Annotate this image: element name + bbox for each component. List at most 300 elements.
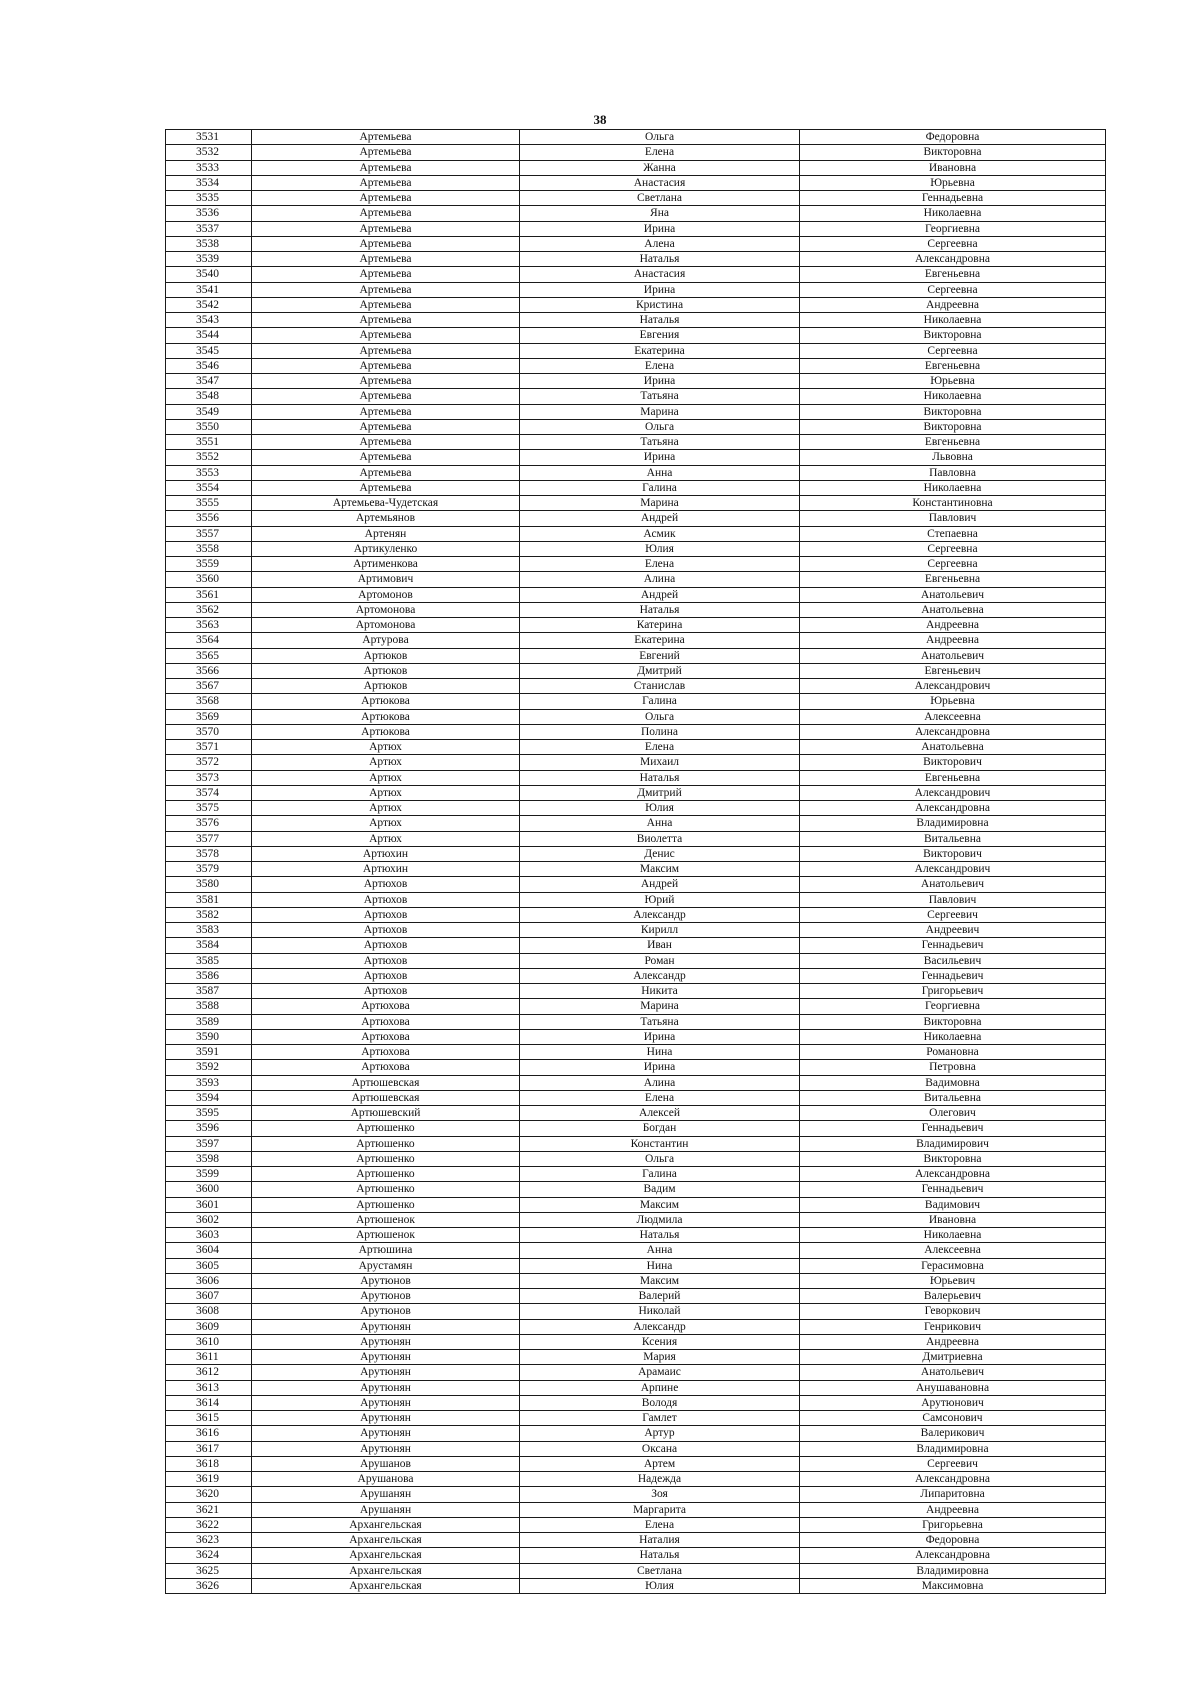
table-row	[166, 526, 1106, 541]
table-row	[166, 1121, 1106, 1136]
surname-cell: Артемьева	[252, 297, 520, 312]
row-number-cell: 3613	[166, 1380, 252, 1395]
given-name-cell: Никита	[520, 984, 800, 999]
row-number-cell: 3575	[166, 801, 252, 816]
surname-cell: Артенян	[252, 526, 520, 541]
table-row	[166, 267, 1106, 282]
table-row	[166, 877, 1106, 892]
table-row	[166, 1395, 1106, 1410]
surname-cell: Артюхов	[252, 938, 520, 953]
row-number-cell: 3568	[166, 694, 252, 709]
surname-cell: Архангельская	[252, 1548, 520, 1563]
row-number-cell: 3611	[166, 1350, 252, 1365]
patronymic-cell: Сергеевна	[800, 282, 1106, 297]
surname-cell: Артюхова	[252, 1014, 520, 1029]
surname-cell: Артюхов	[252, 923, 520, 938]
row-number-cell: 3571	[166, 740, 252, 755]
patronymic-cell: Вадимовна	[800, 1075, 1106, 1090]
given-name-cell: Ирина	[520, 1060, 800, 1075]
surname-cell: Арутюнян	[252, 1411, 520, 1426]
patronymic-cell: Герасимовна	[800, 1258, 1106, 1273]
surname-cell: Арутюнян	[252, 1350, 520, 1365]
given-name-cell: Елена	[520, 145, 800, 160]
surname-cell: Артемьева	[252, 267, 520, 282]
table-row	[166, 1426, 1106, 1441]
table-row	[166, 1365, 1106, 1380]
given-name-cell: Людмила	[520, 1212, 800, 1227]
patronymic-cell: Евгеньевна	[800, 435, 1106, 450]
table-row	[166, 1197, 1106, 1212]
table-row	[166, 968, 1106, 983]
row-number-cell: 3606	[166, 1273, 252, 1288]
surname-cell: Арутюнян	[252, 1441, 520, 1456]
given-name-cell: Алексей	[520, 1106, 800, 1121]
given-name-cell: Елена	[520, 557, 800, 572]
table-row	[166, 1151, 1106, 1166]
table-row	[166, 1411, 1106, 1426]
row-number-cell: 3603	[166, 1228, 252, 1243]
patronymic-cell: Юрьевна	[800, 175, 1106, 190]
surname-cell: Артемьева	[252, 328, 520, 343]
given-name-cell: Володя	[520, 1395, 800, 1410]
surname-cell: Арушанов	[252, 1456, 520, 1471]
patronymic-cell: Александровна	[800, 1167, 1106, 1182]
table-row	[166, 206, 1106, 221]
patronymic-cell: Александровна	[800, 252, 1106, 267]
row-number-cell: 3549	[166, 404, 252, 419]
surname-cell: Артюхин	[252, 862, 520, 877]
given-name-cell: Гамлет	[520, 1411, 800, 1426]
given-name-cell: Анна	[520, 816, 800, 831]
row-number-cell: 3612	[166, 1365, 252, 1380]
row-number-cell: 3591	[166, 1045, 252, 1060]
table-row	[166, 358, 1106, 373]
table-row	[166, 1350, 1106, 1365]
patronymic-cell: Николаевна	[800, 313, 1106, 328]
patronymic-cell: Евгеньевна	[800, 267, 1106, 282]
row-number-cell: 3569	[166, 709, 252, 724]
surname-cell: Архангельская	[252, 1578, 520, 1593]
table-row	[166, 252, 1106, 267]
row-number-cell: 3540	[166, 267, 252, 282]
roster-body	[166, 130, 1106, 1594]
table-row	[166, 587, 1106, 602]
surname-cell: Артюх	[252, 785, 520, 800]
surname-cell: Артюхова	[252, 1060, 520, 1075]
patronymic-cell: Евгеньевна	[800, 572, 1106, 587]
row-number-cell: 3616	[166, 1426, 252, 1441]
surname-cell: Арутюнян	[252, 1426, 520, 1441]
patronymic-cell: Арутюнович	[800, 1395, 1106, 1410]
given-name-cell: Оксана	[520, 1441, 800, 1456]
patronymic-cell: Андреевна	[800, 618, 1106, 633]
table-row	[166, 785, 1106, 800]
table-row	[166, 1075, 1106, 1090]
patronymic-cell: Павлович	[800, 511, 1106, 526]
given-name-cell: Максим	[520, 1273, 800, 1288]
given-name-cell: Наталья	[520, 602, 800, 617]
given-name-cell: Марина	[520, 496, 800, 511]
row-number-cell: 3559	[166, 557, 252, 572]
table-row	[166, 343, 1106, 358]
given-name-cell: Галина	[520, 694, 800, 709]
row-number-cell: 3564	[166, 633, 252, 648]
patronymic-cell: Геннадьевич	[800, 968, 1106, 983]
given-name-cell: Ирина	[520, 450, 800, 465]
table-row	[166, 679, 1106, 694]
patronymic-cell: Анатольевна	[800, 740, 1106, 755]
row-number-cell: 3545	[166, 343, 252, 358]
patronymic-cell: Валерьевич	[800, 1289, 1106, 1304]
patronymic-cell: Львовна	[800, 450, 1106, 465]
surname-cell: Артемьева	[252, 313, 520, 328]
patronymic-cell: Олегович	[800, 1106, 1106, 1121]
given-name-cell: Елена	[520, 358, 800, 373]
given-name-cell: Катерина	[520, 618, 800, 633]
row-number-cell: 3620	[166, 1487, 252, 1502]
table-row	[166, 694, 1106, 709]
given-name-cell: Ксения	[520, 1334, 800, 1349]
row-number-cell: 3543	[166, 313, 252, 328]
given-name-cell: Михаил	[520, 755, 800, 770]
surname-cell: Артемьева	[252, 252, 520, 267]
given-name-cell: Зоя	[520, 1487, 800, 1502]
given-name-cell: Роман	[520, 953, 800, 968]
row-number-cell: 3586	[166, 968, 252, 983]
row-number-cell: 3556	[166, 511, 252, 526]
given-name-cell: Татьяна	[520, 1014, 800, 1029]
row-number-cell: 3539	[166, 252, 252, 267]
surname-cell: Артюшенко	[252, 1167, 520, 1182]
surname-cell: Артимович	[252, 572, 520, 587]
patronymic-cell: Александрович	[800, 679, 1106, 694]
patronymic-cell: Викторовна	[800, 1151, 1106, 1166]
patronymic-cell: Юрьевич	[800, 1273, 1106, 1288]
row-number-cell: 3550	[166, 419, 252, 434]
table-row	[166, 175, 1106, 190]
surname-cell: Артемьева	[252, 221, 520, 236]
given-name-cell: Светлана	[520, 1563, 800, 1578]
given-name-cell: Ольга	[520, 1151, 800, 1166]
given-name-cell: Ольга	[520, 709, 800, 724]
given-name-cell: Ольга	[520, 130, 800, 145]
patronymic-cell: Анатольевич	[800, 648, 1106, 663]
row-number-cell: 3599	[166, 1167, 252, 1182]
row-number-cell: 3573	[166, 770, 252, 785]
patronymic-cell: Анатольевич	[800, 587, 1106, 602]
given-name-cell: Виолетта	[520, 831, 800, 846]
row-number-cell: 3557	[166, 526, 252, 541]
row-number-cell: 3574	[166, 785, 252, 800]
table-row	[166, 160, 1106, 175]
patronymic-cell: Андреевна	[800, 1502, 1106, 1517]
patronymic-cell: Евгеньевна	[800, 770, 1106, 785]
patronymic-cell: Григорьевич	[800, 984, 1106, 999]
patronymic-cell: Викторович	[800, 846, 1106, 861]
patronymic-cell: Ивановна	[800, 1212, 1106, 1227]
row-number-cell: 3541	[166, 282, 252, 297]
table-row	[166, 419, 1106, 434]
row-number-cell: 3538	[166, 236, 252, 251]
patronymic-cell: Геннадьевич	[800, 938, 1106, 953]
row-number-cell: 3625	[166, 1563, 252, 1578]
table-row	[166, 663, 1106, 678]
given-name-cell: Арпине	[520, 1380, 800, 1395]
given-name-cell: Александр	[520, 907, 800, 922]
row-number-cell: 3533	[166, 160, 252, 175]
patronymic-cell: Ивановна	[800, 160, 1106, 175]
surname-cell: Артюшевская	[252, 1075, 520, 1090]
surname-cell: Артюшенко	[252, 1136, 520, 1151]
patronymic-cell: Евгеньевич	[800, 663, 1106, 678]
table-row	[166, 923, 1106, 938]
surname-cell: Артемьева	[252, 450, 520, 465]
patronymic-cell: Вадимович	[800, 1197, 1106, 1212]
given-name-cell: Анна	[520, 465, 800, 480]
surname-cell: Артомонов	[252, 587, 520, 602]
patronymic-cell: Андреевна	[800, 1334, 1106, 1349]
given-name-cell: Андрей	[520, 511, 800, 526]
surname-cell: Артемьева	[252, 465, 520, 480]
surname-cell: Арутюнян	[252, 1380, 520, 1395]
row-number-cell: 3547	[166, 374, 252, 389]
patronymic-cell: Андреевна	[800, 633, 1106, 648]
table-row	[166, 831, 1106, 846]
surname-cell: Артюкова	[252, 724, 520, 739]
surname-cell: Артемьева	[252, 145, 520, 160]
given-name-cell: Ирина	[520, 374, 800, 389]
row-number-cell: 3597	[166, 1136, 252, 1151]
patronymic-cell: Александровна	[800, 724, 1106, 739]
given-name-cell: Жанна	[520, 160, 800, 175]
table-row	[166, 1273, 1106, 1288]
row-number-cell: 3621	[166, 1502, 252, 1517]
patronymic-cell: Георгиевна	[800, 221, 1106, 236]
patronymic-cell: Николаевна	[800, 389, 1106, 404]
patronymic-cell: Юрьевна	[800, 374, 1106, 389]
given-name-cell: Дмитрий	[520, 785, 800, 800]
patronymic-cell: Александрович	[800, 862, 1106, 877]
row-number-cell: 3607	[166, 1289, 252, 1304]
surname-cell: Арушанян	[252, 1487, 520, 1502]
given-name-cell: Екатерина	[520, 343, 800, 358]
given-name-cell: Иван	[520, 938, 800, 953]
patronymic-cell: Викторович	[800, 755, 1106, 770]
given-name-cell: Максим	[520, 862, 800, 877]
surname-cell: Артюх	[252, 831, 520, 846]
given-name-cell: Елена	[520, 1090, 800, 1105]
table-row	[166, 1060, 1106, 1075]
surname-cell: Артемьева	[252, 419, 520, 434]
surname-cell: Артюхов	[252, 953, 520, 968]
given-name-cell: Евгения	[520, 328, 800, 343]
patronymic-cell: Константиновна	[800, 496, 1106, 511]
patronymic-cell: Федоровна	[800, 1533, 1106, 1548]
given-name-cell: Полина	[520, 724, 800, 739]
given-name-cell: Ирина	[520, 282, 800, 297]
row-number-cell: 3588	[166, 999, 252, 1014]
row-number-cell: 3600	[166, 1182, 252, 1197]
given-name-cell: Андрей	[520, 877, 800, 892]
patronymic-cell: Сергеевич	[800, 1456, 1106, 1471]
patronymic-cell: Анатольевна	[800, 602, 1106, 617]
row-number-cell: 3583	[166, 923, 252, 938]
table-row	[166, 236, 1106, 251]
table-row	[166, 450, 1106, 465]
surname-cell: Артемьева	[252, 343, 520, 358]
surname-cell: Артомонова	[252, 618, 520, 633]
row-number-cell: 3593	[166, 1075, 252, 1090]
table-row	[166, 1441, 1106, 1456]
row-number-cell: 3622	[166, 1517, 252, 1532]
given-name-cell: Александр	[520, 1319, 800, 1334]
patronymic-cell: Романовна	[800, 1045, 1106, 1060]
row-number-cell: 3554	[166, 480, 252, 495]
surname-cell: Артюх	[252, 740, 520, 755]
row-number-cell: 3610	[166, 1334, 252, 1349]
given-name-cell: Асмик	[520, 526, 800, 541]
given-name-cell: Евгений	[520, 648, 800, 663]
given-name-cell: Юлия	[520, 1578, 800, 1593]
surname-cell: Артюшенок	[252, 1228, 520, 1243]
surname-cell: Артемьева	[252, 206, 520, 221]
patronymic-cell: Витальевна	[800, 831, 1106, 846]
row-number-cell: 3565	[166, 648, 252, 663]
table-row	[166, 465, 1106, 480]
given-name-cell: Галина	[520, 1167, 800, 1182]
given-name-cell: Денис	[520, 846, 800, 861]
row-number-cell: 3542	[166, 297, 252, 312]
given-name-cell: Наталья	[520, 1228, 800, 1243]
row-number-cell: 3566	[166, 663, 252, 678]
patronymic-cell: Викторовна	[800, 1014, 1106, 1029]
patronymic-cell: Викторовна	[800, 419, 1106, 434]
table-row	[166, 1517, 1106, 1532]
given-name-cell: Маргарита	[520, 1502, 800, 1517]
table-row	[166, 1380, 1106, 1395]
row-number-cell: 3605	[166, 1258, 252, 1273]
row-number-cell: 3604	[166, 1243, 252, 1258]
table-row	[166, 1106, 1106, 1121]
patronymic-cell: Максимовна	[800, 1578, 1106, 1593]
surname-cell: Артемьева	[252, 175, 520, 190]
patronymic-cell: Сергеевна	[800, 541, 1106, 556]
row-number-cell: 3548	[166, 389, 252, 404]
patronymic-cell: Николаевна	[800, 1228, 1106, 1243]
surname-cell: Арутюнян	[252, 1319, 520, 1334]
patronymic-cell: Липаритовна	[800, 1487, 1106, 1502]
table-row	[166, 1578, 1106, 1593]
given-name-cell: Арамаис	[520, 1365, 800, 1380]
table-row	[166, 953, 1106, 968]
given-name-cell: Николай	[520, 1304, 800, 1319]
patronymic-cell: Геннадьевна	[800, 191, 1106, 206]
given-name-cell: Наталья	[520, 770, 800, 785]
patronymic-cell: Петровна	[800, 1060, 1106, 1075]
given-name-cell: Надежда	[520, 1472, 800, 1487]
patronymic-cell: Дмитриевна	[800, 1350, 1106, 1365]
given-name-cell: Юлия	[520, 541, 800, 556]
table-row	[166, 770, 1106, 785]
table-row	[166, 282, 1106, 297]
patronymic-cell: Валерикович	[800, 1426, 1106, 1441]
given-name-cell: Ирина	[520, 221, 800, 236]
table-row	[166, 1533, 1106, 1548]
patronymic-cell: Сергеевич	[800, 907, 1106, 922]
given-name-cell: Наталья	[520, 313, 800, 328]
given-name-cell: Наталья	[520, 252, 800, 267]
surname-cell: Артикуленко	[252, 541, 520, 556]
table-row	[166, 907, 1106, 922]
given-name-cell: Галина	[520, 480, 800, 495]
row-number-cell: 3570	[166, 724, 252, 739]
given-name-cell: Дмитрий	[520, 663, 800, 678]
table-row	[166, 999, 1106, 1014]
patronymic-cell: Владимирович	[800, 1136, 1106, 1151]
table-row	[166, 297, 1106, 312]
table-row	[166, 1472, 1106, 1487]
patronymic-cell: Анатольевич	[800, 877, 1106, 892]
surname-cell: Арутюнов	[252, 1273, 520, 1288]
table-row	[166, 1289, 1106, 1304]
row-number-cell: 3581	[166, 892, 252, 907]
given-name-cell: Богдан	[520, 1121, 800, 1136]
table-row	[166, 755, 1106, 770]
given-name-cell: Марина	[520, 404, 800, 419]
row-number-cell: 3590	[166, 1029, 252, 1044]
table-row	[166, 1029, 1106, 1044]
row-number-cell: 3617	[166, 1441, 252, 1456]
surname-cell: Артюшина	[252, 1243, 520, 1258]
table-row	[166, 1136, 1106, 1151]
given-name-cell: Марина	[520, 999, 800, 1014]
surname-cell: Артюхова	[252, 999, 520, 1014]
patronymic-cell: Сергеевна	[800, 557, 1106, 572]
patronymic-cell: Сергеевна	[800, 236, 1106, 251]
row-number-cell: 3585	[166, 953, 252, 968]
row-number-cell: 3576	[166, 816, 252, 831]
patronymic-cell: Павлович	[800, 892, 1106, 907]
surname-cell: Артемьева	[252, 282, 520, 297]
surname-cell: Артюшенко	[252, 1197, 520, 1212]
given-name-cell: Анастасия	[520, 267, 800, 282]
surname-cell: Артюкова	[252, 694, 520, 709]
row-number-cell: 3582	[166, 907, 252, 922]
row-number-cell: 3562	[166, 602, 252, 617]
given-name-cell: Анна	[520, 1243, 800, 1258]
row-number-cell: 3626	[166, 1578, 252, 1593]
patronymic-cell: Николаевна	[800, 1029, 1106, 1044]
given-name-cell: Андрей	[520, 587, 800, 602]
surname-cell: Арушанова	[252, 1472, 520, 1487]
row-number-cell: 3598	[166, 1151, 252, 1166]
surname-cell: Артюхин	[252, 846, 520, 861]
patronymic-cell: Александровна	[800, 1472, 1106, 1487]
row-number-cell: 3619	[166, 1472, 252, 1487]
surname-cell: Артюшевский	[252, 1106, 520, 1121]
patronymic-cell: Георгиевна	[800, 999, 1106, 1014]
row-number-cell: 3577	[166, 831, 252, 846]
surname-cell: Артюшенко	[252, 1182, 520, 1197]
page-number: 38	[593, 112, 607, 127]
table-row	[166, 1548, 1106, 1563]
table-row	[166, 511, 1106, 526]
given-name-cell: Мария	[520, 1350, 800, 1365]
given-name-cell: Ольга	[520, 419, 800, 434]
surname-cell: Артюков	[252, 679, 520, 694]
given-name-cell: Алина	[520, 1075, 800, 1090]
table-row	[166, 1258, 1106, 1273]
